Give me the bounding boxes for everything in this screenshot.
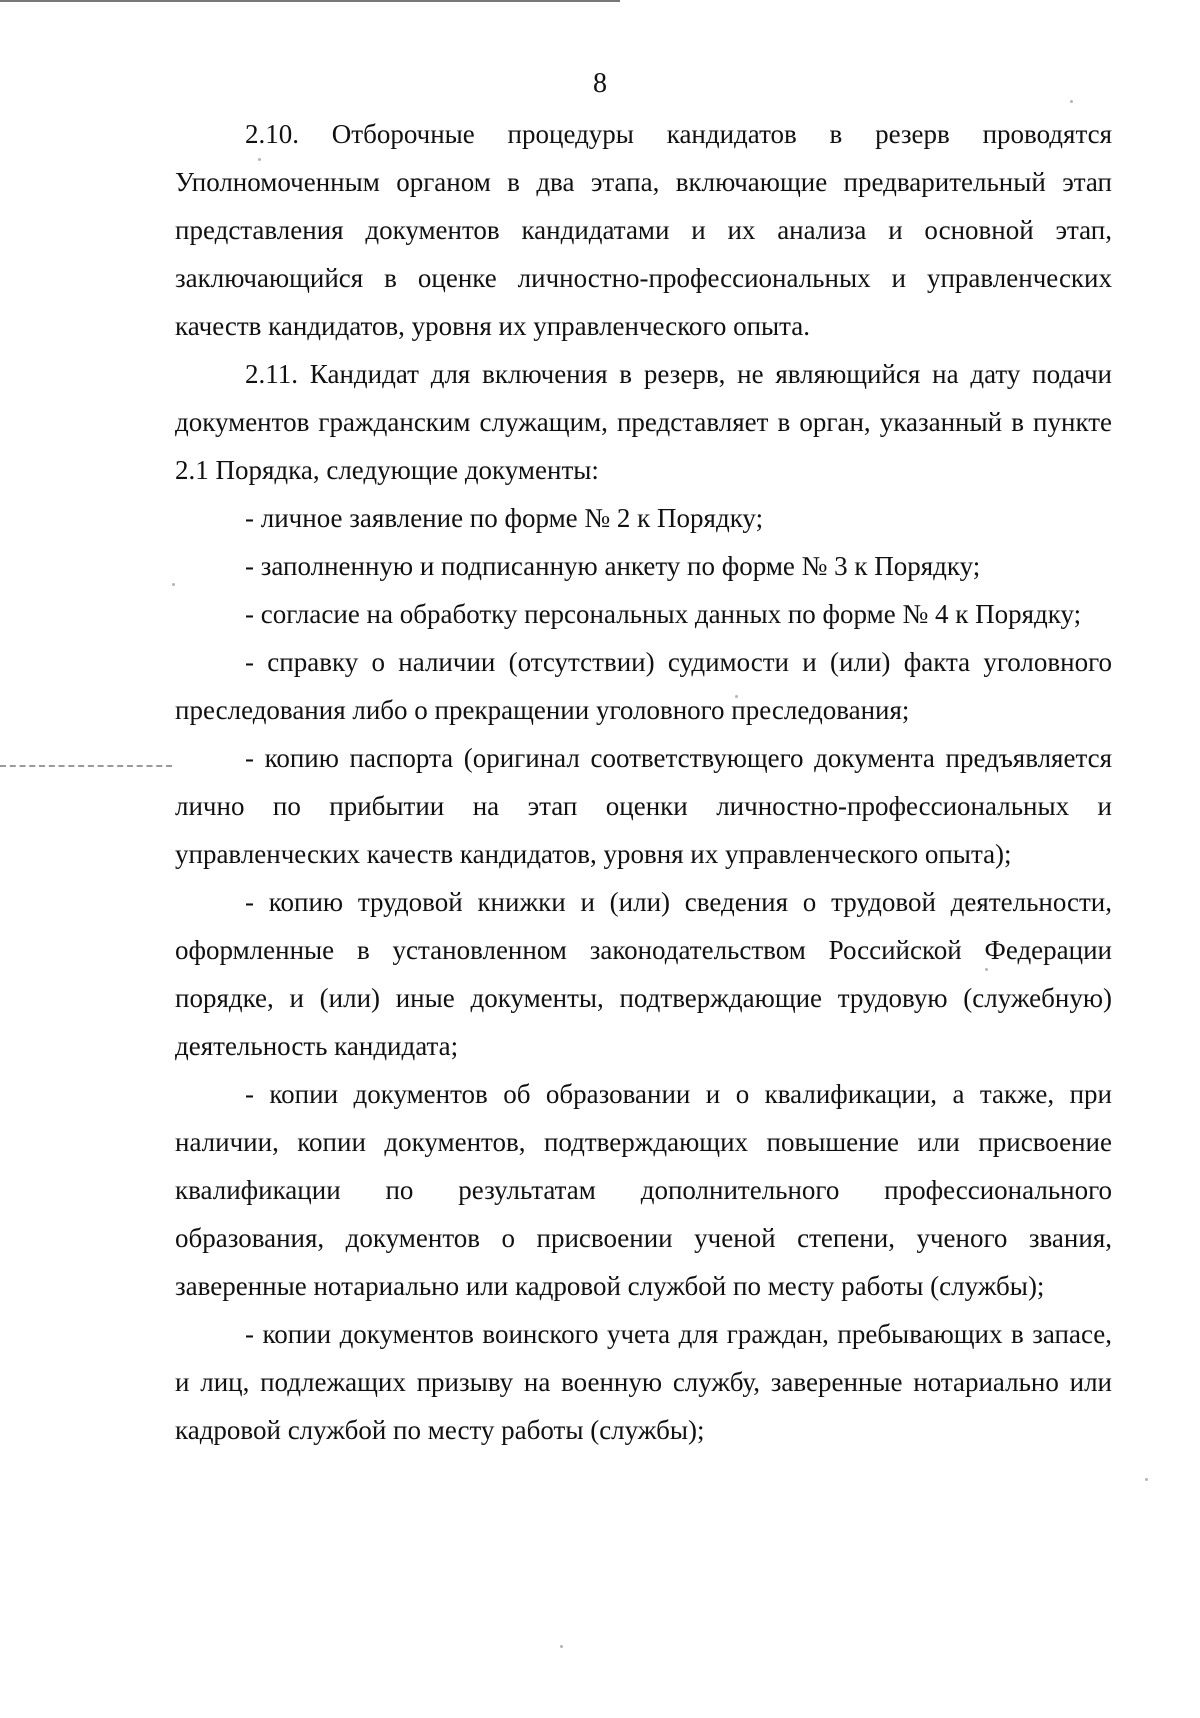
- list-item: - заполненную и подписанную анкету по форме № 3 к Порядку;: [245, 551, 981, 581]
- scan-speck: [1070, 100, 1073, 103]
- list-item: - копию трудовой книжки и (или) сведения о трудовой деятельности, оформленные в установленном законодательством Российской Федерации порядке, и (или) иные документы, подтверждающие трудовую (служебную) деятельность кандидата;: [175, 887, 1112, 1061]
- scan-margin-dashes: [0, 765, 172, 767]
- paragraph-2-11: 2.11. Кандидат для включения в резерв, не являющийся на дату подачи документов гражданским служащим, представляет в орган, указанный в пункте 2.1 Порядка, следующие документы:: [175, 359, 1112, 485]
- list-item: - личное заявление по форме № 2 к Порядку;: [245, 503, 764, 533]
- scan-edge-line: [0, 0, 620, 2]
- list-item: - справку о наличии (отсутствии) судимости и (или) факта уголовного преследования либо о прекращении уголовного преследования;: [175, 647, 1112, 725]
- list-item: - копии документов об образовании и о квалификации, а также, при наличии, копии документов, подтверждающих повышение или присвоение квалификации по результатам дополнительного профессионального образования, документов о присвоении ученой степени, ученого звания, заверенные нотариально или кадровой службой по месту работы (службы);: [175, 1079, 1112, 1301]
- scan-speck: [560, 1645, 563, 1648]
- list-item: - копии документов воинского учета для граждан, пребывающих в запасе, и лиц, подлежащих призыву на военную службу, заверенные нотариально или кадровой службой по месту работы (службы);: [175, 1319, 1112, 1445]
- scan-speck: [1145, 1478, 1148, 1481]
- list-item: - копию паспорта (оригинал соответствующего документа предъявляется лично по прибытии на этап оценки личностно-профессиональных и управленческих качеств кандидатов, уровня их управленческого опыта);: [175, 743, 1112, 869]
- page-number: 8: [593, 68, 607, 99]
- document-body: [175, 110, 1112, 1454]
- paragraph-2-10: 2.10. Отборочные процедуры кандидатов в резерв проводятся Уполномоченным органом в два этапа, включающие предварительный этап представления документов кандидатами и их анализа и основной этап, заключающийся в оценке личностно-профессиональных и управленческих качеств кандидатов, уровня их управленческого опыта.: [175, 119, 1112, 341]
- list-item: - согласие на обработку персональных данных по форме № 4 к Порядку;: [245, 599, 1082, 629]
